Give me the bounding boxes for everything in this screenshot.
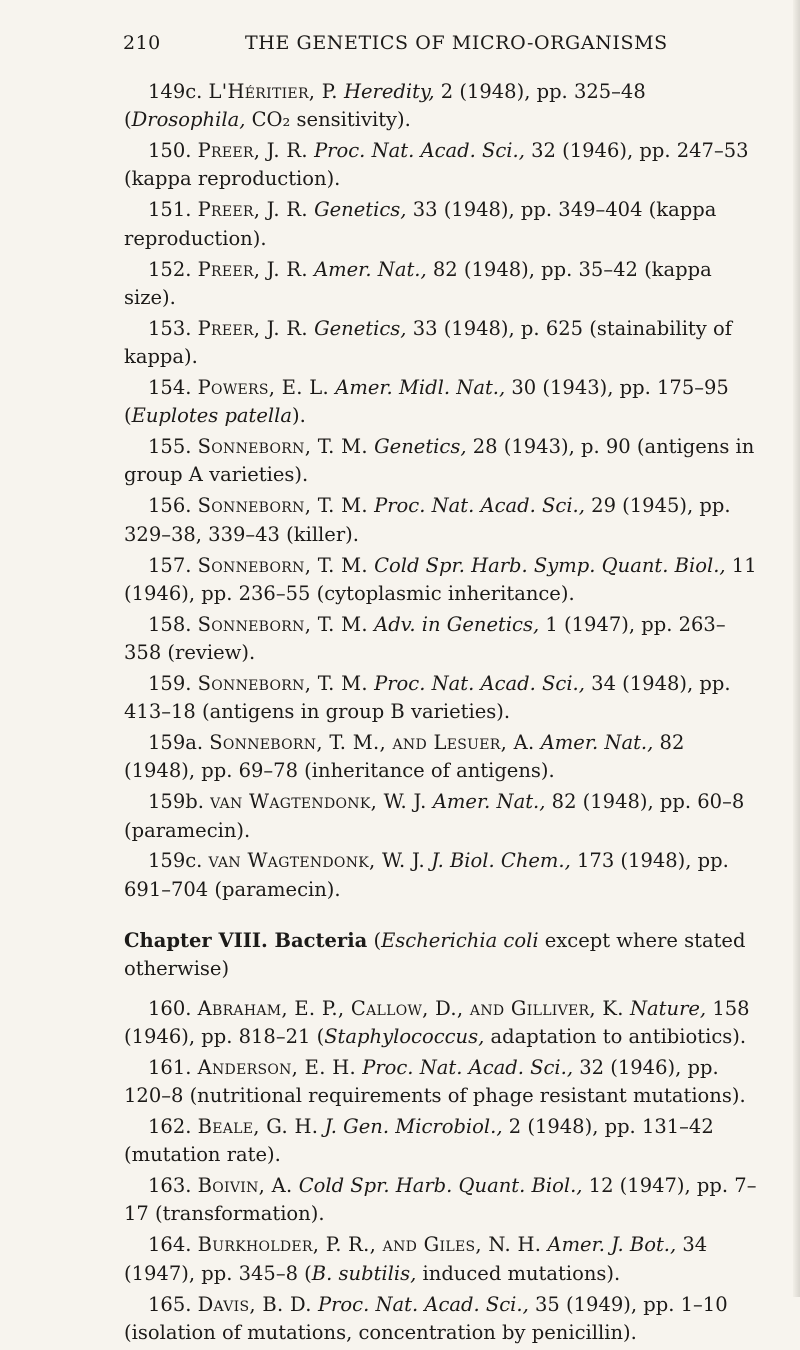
reference-details: 12 (1947), pp. 7–17 (transformation). (124, 1174, 757, 1226)
reference-journal: Proc. Nat. Acad. Sci., (314, 139, 525, 163)
reference-journal: Amer. Midl. Nat., (335, 375, 506, 399)
reference-number: 159b. (148, 790, 204, 814)
reference-entry (124, 611, 760, 668)
reference-number: 161. (148, 1055, 192, 1079)
reference-author: Powers, E. L. (197, 375, 330, 399)
reference-author: Anderson, E. H. (197, 1055, 356, 1079)
reference-number: 165. (148, 1292, 192, 1316)
reference-author: Preer, J. R. (197, 316, 308, 340)
reference-tail: induced mutations). (416, 1261, 621, 1285)
reference-journal: Proc. Nat. Acad. Sci., (374, 494, 585, 518)
reference-details: 1 (1947), pp. 263–358 (review). (124, 612, 726, 664)
reference-entry (124, 315, 760, 372)
reference-details: 82 (1948), pp. 69–78 (inheritance of antigens). (124, 731, 685, 783)
reference-journal: J. Biol. Chem., (431, 849, 571, 873)
reference-number: 153. (148, 316, 192, 340)
reference-note-italic: B. subtilis, (311, 1261, 417, 1285)
reference-journal: Genetics, (374, 435, 467, 459)
chapter-paren-open: ( (367, 929, 382, 953)
reference-details: 2 (1948), pp. 325–48 ( (124, 80, 646, 132)
reference-details: 82 (1948), pp. 60–8 (paramecin). (124, 790, 745, 842)
reference-author: Sonneborn, T. M., and Lesuer, A. (209, 731, 535, 755)
reference-number: 159a. (148, 731, 204, 755)
reference-journal: Amer. Nat., (540, 731, 654, 755)
reference-number: 149c. (148, 80, 203, 103)
reference-journal: Amer. Nat., (432, 790, 546, 814)
reference-note-italic: Staphylococcus, (324, 1024, 485, 1048)
reference-journal: Proc. Nat. Acad. Sci., (362, 1055, 574, 1079)
reference-details: 29 (1945), pp. 329–38, 339–43 (killer). (124, 494, 731, 546)
reference-entry (124, 1291, 760, 1348)
reference-number: 162. (148, 1115, 192, 1138)
reference-details: 32 (1946), pp. 120–8 (nutritional requirements of phage resistant mutations). (124, 1055, 746, 1108)
reference-details: 28 (1943), p. 90 (antigens in group A varieties). (124, 435, 755, 487)
reference-number: 159. (148, 671, 192, 695)
chapter-heading (124, 927, 760, 984)
reference-entry (124, 729, 760, 786)
reference-details: 158 (1946), pp. 818–21 ( (124, 996, 750, 1048)
reference-details: 82 (1948), pp. 35–42 (kappa size). (124, 257, 712, 309)
chapter-rest: except where stated otherwise) (124, 929, 746, 981)
reference-journal: Cold Spr. Harb. Quant. Biol., (298, 1174, 583, 1198)
reference-entry (124, 1054, 760, 1111)
reference-author: Sonneborn, T. M. (197, 671, 368, 695)
reference-journal: Genetics, (314, 198, 407, 222)
reference-entry (124, 137, 760, 194)
reference-details: 33 (1948), pp. 349–404 (kappa reproduction). (124, 198, 717, 250)
reference-note-italic: Drosophila, (131, 108, 246, 132)
reference-tail: CO₂ sensitivity). (245, 108, 411, 132)
reference-author: van Wagtendonk, W. J. (208, 849, 426, 873)
reference-journal: Nature, (629, 996, 707, 1020)
reference-details: 35 (1949), pp. 1–10 (isolation of mutations, concentration by penicillin). (124, 1292, 728, 1344)
reference-journal: Adv. in Genetics, (374, 612, 540, 636)
chapter-organism: Escherichia coli (381, 929, 539, 953)
reference-number: 160. (148, 996, 192, 1020)
reference-journal: Proc. Nat. Acad. Sci., (317, 1292, 529, 1316)
reference-details: 173 (1948), pp. 691–704 (paramecin). (124, 849, 729, 901)
reference-journal: Cold Spr. Harb. Symp. Quant. Biol., (374, 553, 726, 577)
page-header (0, 32, 800, 66)
reference-author: van Wagtendonk, W. J. (210, 790, 427, 814)
reference-author: Boivin, A. (197, 1174, 293, 1198)
reference-journal: J. Gen. Microbiol., (324, 1115, 503, 1138)
reference-details: 32 (1946), pp. 247–53 (kappa reproduction). (124, 139, 749, 191)
reference-tail: ). (292, 404, 306, 428)
reference-list (124, 78, 760, 1350)
reference-details: 2 (1948), pp. 131–42 (mutation rate). (124, 1115, 714, 1167)
page-edge-shadow (793, 0, 800, 1297)
reference-journal: Amer. Nat., (314, 257, 427, 281)
reference-author: Sonneborn, T. M. (197, 494, 368, 518)
reference-author: L'Héritier, P. (208, 80, 338, 103)
reference-journal: Proc. Nat. Acad. Sci., (374, 671, 585, 695)
reference-entry (124, 670, 760, 727)
reference-number: 159c. (148, 849, 203, 873)
reference-author: Burkholder, P. R., and Giles, N. H. (197, 1233, 542, 1257)
reference-journal: Heredity, (343, 80, 435, 103)
reference-author: Preer, J. R. (197, 139, 308, 163)
reference-entry (124, 1231, 760, 1288)
reference-journal: Amer. J. Bot., (547, 1233, 677, 1257)
reference-number: 157. (148, 553, 192, 577)
reference-number: 150. (148, 139, 192, 163)
page-number: 210 (123, 32, 161, 54)
reference-number: 158. (148, 612, 192, 636)
reference-entry (124, 433, 760, 490)
reference-entry (124, 552, 760, 609)
reference-entry (124, 492, 760, 549)
reference-entry (124, 995, 760, 1052)
reference-author: Abraham, E. P., Callow, D., and Gilliver, K. (197, 996, 624, 1020)
reference-group-chapter-viii (124, 995, 760, 1348)
reference-author: Preer, J. R. (197, 198, 308, 222)
reference-author: Preer, J. R. (197, 257, 308, 281)
reference-details: 34 (1948), pp. 413–18 (antigens in group B varieties). (124, 671, 731, 724)
reference-note-italic: Euplotes patella (131, 404, 293, 428)
reference-entry (124, 847, 760, 904)
reference-entry (124, 374, 760, 431)
reference-details: 11 (1946), pp. 236–55 (cytoplasmic inheritance). (124, 553, 757, 605)
reference-number: 164. (148, 1233, 192, 1257)
reference-entry (124, 196, 760, 253)
reference-journal: Genetics, (314, 316, 407, 340)
reference-tail: adaptation to antibiotics). (484, 1024, 747, 1048)
chapter-label: Chapter VIII. Bacteria (124, 929, 368, 953)
reference-author: Sonneborn, T. M. (197, 553, 368, 577)
reference-author: Davis, B. D. (197, 1292, 312, 1316)
reference-author: Sonneborn, T. M. (197, 435, 368, 459)
reference-number: 156. (148, 494, 192, 518)
reference-number: 151. (148, 198, 192, 222)
reference-author: Sonneborn, T. M. (197, 612, 368, 636)
reference-entry (124, 78, 760, 135)
reference-entry (124, 1172, 760, 1229)
reference-details: 34 (1947), pp. 345–8 ( (124, 1233, 708, 1285)
running-title: THE GENETICS OF MICRO-ORGANISMS (245, 32, 668, 54)
reference-number: 152. (148, 257, 192, 281)
reference-author: Beale, G. H. (197, 1115, 319, 1138)
reference-number: 154. (148, 375, 192, 399)
reference-number: 163. (148, 1174, 192, 1198)
reference-entry (124, 1113, 760, 1170)
reference-group-chapter-vii (124, 78, 760, 904)
reference-entry (124, 256, 760, 313)
reference-details: 30 (1943), pp. 175–95 ( (124, 375, 729, 428)
reference-number: 155. (148, 435, 192, 459)
reference-entry (124, 788, 760, 845)
reference-details: 33 (1948), p. 625 (stainability of kappa). (124, 316, 732, 369)
